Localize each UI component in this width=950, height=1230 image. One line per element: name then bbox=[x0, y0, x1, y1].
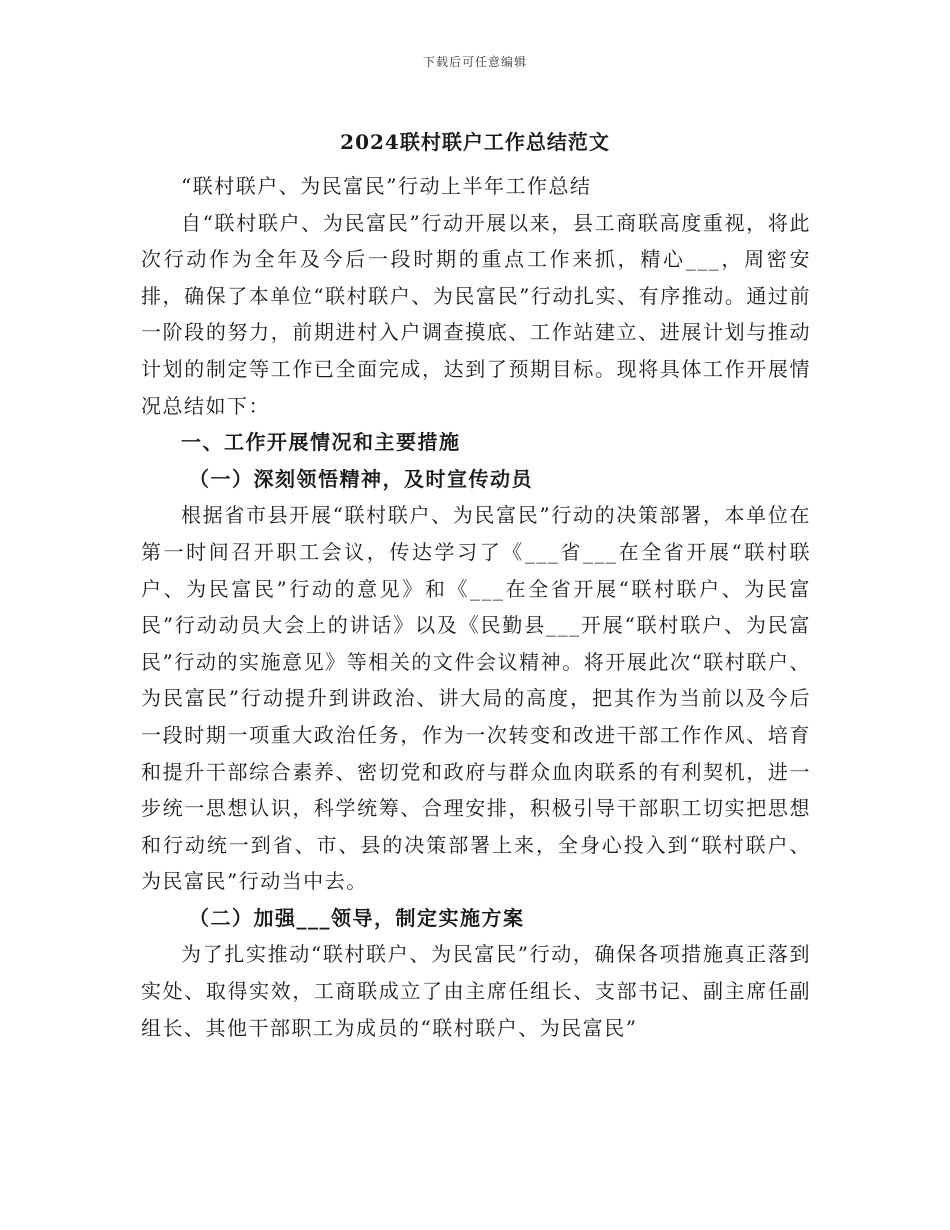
section-heading-1: 一、工作开展情况和主要措施 bbox=[181, 430, 461, 455]
paragraph-spirit: 根据省市县开展“联村联户、为民富民”行动的决策部署，本单位在第一时间召开职工会议，传达学习了《___省___在全省开展“联村联户、为民富民”行动的意见》和《___在全省开展“联村联户、为民富民”行动动员大会上的讲话》以及《民勤县___开展“联村联户、为民富民”行动的实施意见》等相关的文件会议精神。将开展此次“联村联户、为民富民”行动提升到讲政治、讲大局的高度，把其作为当前以及今后一段时期一项重大政治任务，作为一次转变和改进干部工作作风、培育和提升干部综合素养、密切党和政府与群众血肉联系的有利契机，进一步统一思想认识，科学统筹、合理安排，积极引导干部职工切实把思想和行动统一到省、市、县的决策部署上来，全身心投入到“联村联户、为民富民”行动当中去。 bbox=[141, 503, 811, 894]
subsection-heading-2: （二）加强___领导，制定实施方案 bbox=[189, 905, 525, 930]
paragraph-intro: 自“联村联户、为民富民”行动开展以来，县工商联高度重视，将此次行动作为全年及今后一段时期的重点工作来抓，精心___，周密安排，确保了本单位“联村联户、为民富民”行动扎实、有序推动。通过前一阶段的努力，前期进村入户调查摸底、工作站建立、进展计划与推动计划的制定等工作已全面完成，达到了预期目标。现将具体工作开展情况总结如下： bbox=[141, 210, 811, 418]
document-title: 2024联村联户工作总结范文 bbox=[340, 130, 610, 154]
document-body bbox=[141, 168, 811, 1046]
header-note: 下载后可任意编辑 bbox=[422, 55, 527, 69]
paragraph-leadership: 为了扎实推动“联村联户、为民富民”行动，确保各项措施真正落到实处、取得实效，工商联成立了由主席任组长、支部书记、副主席任副组长、其他干部职工为成员的“联村联户、为民富民” bbox=[141, 942, 811, 1040]
subsection-heading-1: （一）深刻领悟精神，及时宣传动员 bbox=[189, 466, 533, 491]
paragraph-subtitle: “联村联户、为民富民”行动上半年工作总结 bbox=[181, 174, 592, 198]
